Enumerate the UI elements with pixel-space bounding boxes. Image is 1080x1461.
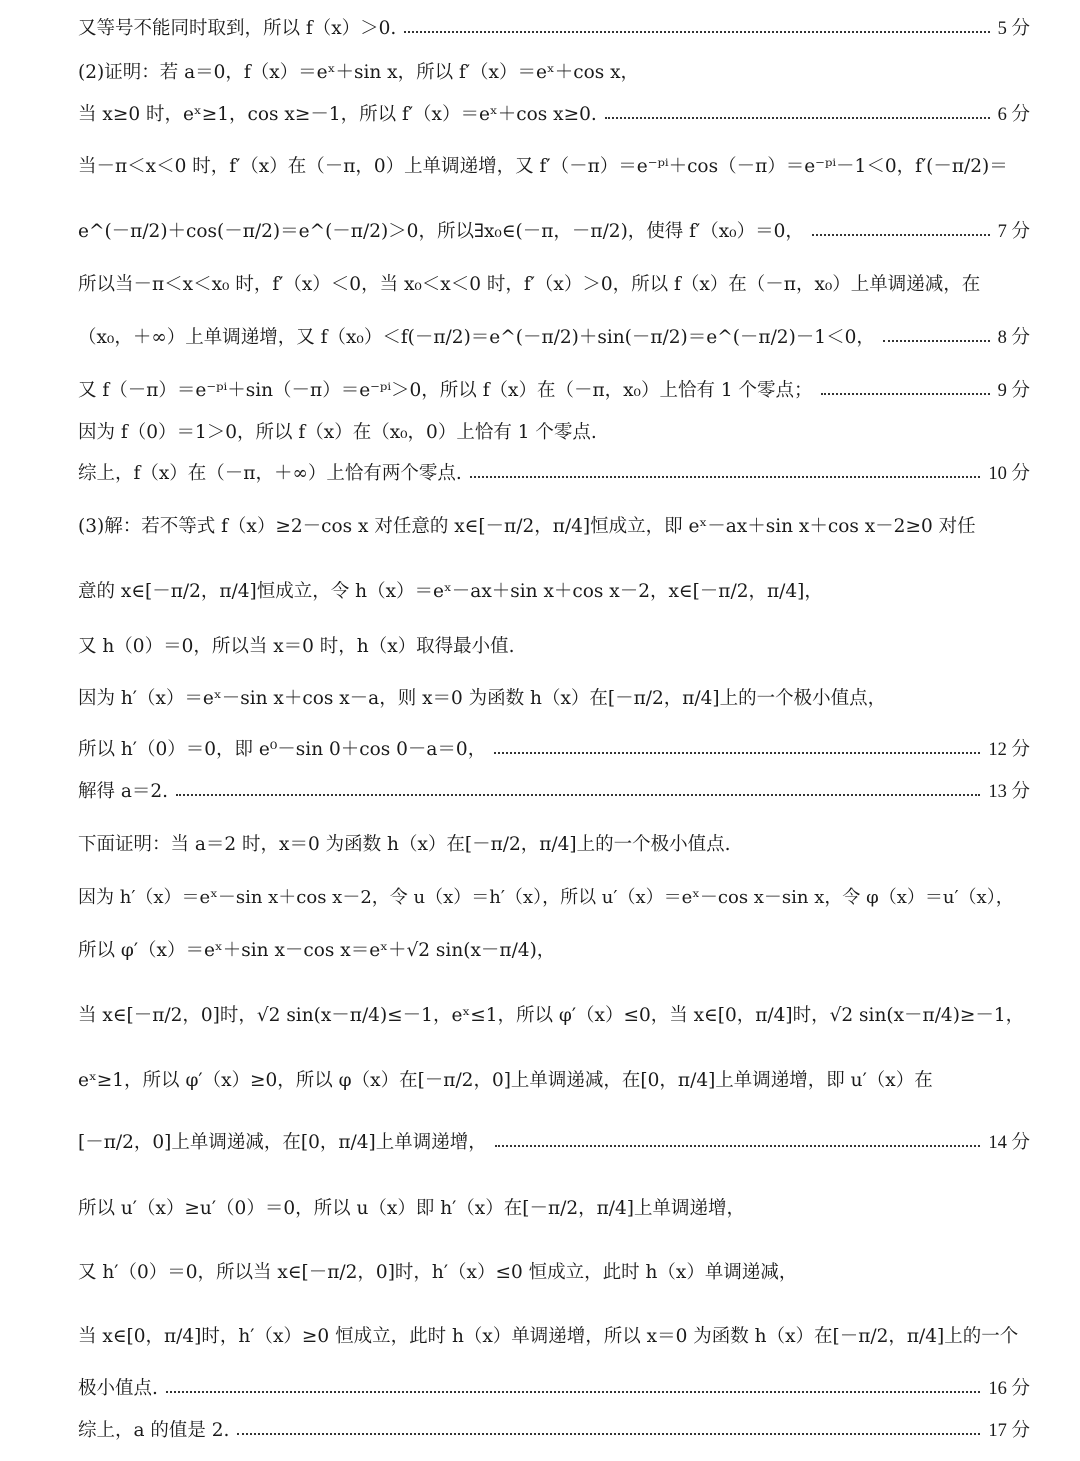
solution-line: 又 f（－π）＝e⁻ᵖⁱ＋sin（－π）＝e⁻ᵖⁱ＞0，所以 f（x）在（－π，x₀）上恰有 1 个零点； 9 分	[78, 376, 1030, 406]
score-label: 12 分	[988, 740, 1030, 760]
solution-line: eˣ≥1，所以 φ′（x）≥0，所以 φ（x）在[－π/2，0]上单调递减，在[0，π/4]上单调递增，即 u′（x）在	[78, 1070, 933, 1091]
score-label: 10 分	[988, 464, 1030, 484]
solution-line: 当 x∈[0，π/4]时，h′（x）≥0 恒成立，此时 h（x）单调递增，所以 x＝0 为函数 h（x）在[－π/2，π/4]上的一个	[78, 1326, 1019, 1347]
solution-line: （x₀，＋∞）上单调递增，又 f（x₀）＜f(－π/2)＝e^(－π/2)＋sin(－π/2)＝e^(－π/2)－1＜0， 8 分	[78, 323, 1030, 353]
solution-line: 因为 h′（x）＝eˣ－sin x＋cos x－a，则 x＝0 为函数 h（x）在[－π/2，π/4]上的一个极小值点，	[78, 688, 887, 709]
solution-line: 意的 x∈[－π/2，π/4]恒成立，令 h（x）＝eˣ－ax＋sin x＋cos x－2，x∈[－π/2，π/4]，	[78, 581, 823, 602]
leader-dots	[821, 393, 990, 395]
score-label: 17 分	[988, 1421, 1030, 1441]
leader-dots	[166, 1391, 980, 1393]
solution-line: (3)解：若不等式 f（x）≥2－cos x 对任意的 x∈[－π/2，π/4]恒成立，即 eˣ－ax＋sin x＋cos x－2≥0 对任	[78, 516, 976, 537]
solution-line: 综上，f（x）在（－π，＋∞）上恰有两个零点. 10 分	[78, 459, 1030, 489]
score-label: 5 分	[997, 19, 1030, 39]
score-label: 16 分	[988, 1379, 1030, 1399]
leader-dots	[494, 752, 980, 754]
leader-dots	[470, 476, 981, 478]
solution-line: e^(－π/2)＋cos(－π/2)＝e^(－π/2)＞0，所以∃x₀∈(－π，－π/2)，使得 f′（x₀）＝0， 7 分	[78, 217, 1030, 247]
leader-dots	[495, 1145, 981, 1147]
solution-line: 又 h′（0）＝0，所以当 x∈[－π/2，0]时，h′（x）≤0 恒成立，此时 h（x）单调递减，	[78, 1262, 798, 1283]
score-label: 8 分	[997, 328, 1030, 348]
leader-dots	[812, 234, 990, 236]
score-label: 9 分	[997, 381, 1030, 401]
solution-line: 综上，a 的值是 2. 17 分	[78, 1416, 1030, 1446]
solution-line: 解得 a＝2. 13 分	[78, 777, 1030, 807]
leader-dots	[176, 794, 980, 796]
solution-line: (2)证明：若 a＝0，f（x）＝eˣ＋sin x，所以 f′（x）＝eˣ＋cos x，	[78, 62, 640, 83]
solution-line: 因为 f（0）＝1＞0，所以 f（x）在（x₀，0）上恰有 1 个零点.	[78, 422, 597, 443]
solution-line: 所以当－π＜x＜x₀ 时，f′（x）＜0，当 x₀＜x＜0 时，f′（x）＞0，所以 f（x）在（－π，x₀）上单调递减，在	[78, 274, 981, 295]
solution-line: 所以 φ′（x）＝eˣ＋sin x－cos x＝eˣ＋√2 sin(x－π/4)，	[78, 940, 556, 961]
score-label: 6 分	[997, 105, 1030, 125]
solution-line: 下面证明：当 a＝2 时，x＝0 为函数 h（x）在[－π/2，π/4]上的一个极小值点.	[78, 834, 731, 855]
solution-line: 所以 u′（x）≥u′（0）＝0，所以 u（x）即 h′（x）在[－π/2，π/4]上单调递增，	[78, 1198, 746, 1219]
solution-line: 极小值点. 16 分	[78, 1374, 1030, 1404]
leader-dots	[605, 117, 990, 119]
solution-line: 又等号不能同时取到，所以 f（x）＞0. 5 分	[78, 14, 1030, 44]
solution-line: 当－π＜x＜0 时，f′（x）在（－π，0）上单调递增，又 f′（－π）＝e⁻ᵖⁱ＋cos（－π）＝e⁻ᵖⁱ－1＜0，f′(－π/2)＝	[78, 156, 1008, 177]
solution-line: 当 x≥0 时，eˣ≥1，cos x≥－1，所以 f′（x）＝eˣ＋cos x≥0. 6 分	[78, 100, 1030, 130]
solution-line: 因为 h′（x）＝eˣ－sin x＋cos x－2，令 u（x）＝h′（x），所以 u′（x）＝eˣ－cos x－sin x，令 φ（x）＝u′（x），	[78, 887, 1014, 908]
score-label: 7 分	[997, 222, 1030, 242]
score-label: 14 分	[988, 1133, 1030, 1153]
solution-line: [－π/2，0]上单调递减，在[0，π/4]上单调递增， 14 分	[78, 1128, 1030, 1158]
leader-dots	[237, 1433, 980, 1435]
leader-dots	[404, 31, 989, 33]
solution-line: 所以 h′（0）＝0，即 e⁰－sin 0＋cos 0－a＝0， 12 分	[78, 735, 1030, 765]
solution-line: 当 x∈[－π/2，0]时，√2 sin(x－π/4)≤－1，eˣ≤1，所以 φ′（x）≤0，当 x∈[0，π/4]时，√2 sin(x－π/4)≥－1，	[78, 1005, 1025, 1026]
score-label: 13 分	[988, 782, 1030, 802]
solution-line: 又 h（0）＝0，所以当 x＝0 时，h（x）取得最小值.	[78, 636, 515, 657]
leader-dots	[883, 340, 990, 342]
